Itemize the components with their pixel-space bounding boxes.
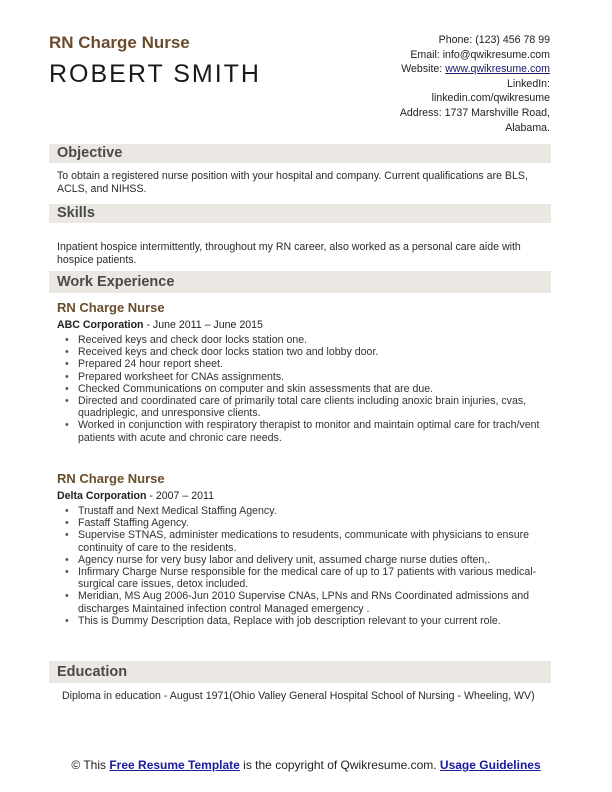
list-item: • Worked in conjunction with respiratory therapist to monitor and maintain optimal care for trach/vent patients with acute and chronic care needs. <box>78 419 563 443</box>
job-1-employer <box>57 319 263 331</box>
list-item: • Supervise STNAS, administer medications to resudents, communicate with physicians to ensure continuity of care to the residents. <box>78 529 563 553</box>
contact-website <box>400 62 550 77</box>
contact-linkedin-value: linkedin.com/qwikresume <box>431 92 550 105</box>
skills-section-header <box>49 204 551 223</box>
list-item: • Trustaff and Next Medical Staffing Agency. <box>78 505 563 517</box>
education-text: Diploma in education - August 1971(Ohio Valley General Hospital School of Nursing - Wheeling, WV) <box>62 690 535 702</box>
list-item: • Prepared worksheet for CNAs assignments. <box>78 371 563 383</box>
job-2-dates: - 2007 – 2011 <box>146 490 215 502</box>
objective-section-header <box>49 144 551 163</box>
list-item: • Checked Communications on computer and skin assessments that are due. <box>78 383 563 395</box>
job-2-company: Delta Corporation <box>57 490 147 502</box>
contact-address-line1: Address: 1737 Marshville Road, <box>399 106 550 119</box>
usage-guidelines-link[interactable]: Usage Guidelines <box>439 758 541 772</box>
website-link[interactable]: www.qwikresume.com <box>445 63 550 76</box>
candidate-name: ROBERT SMITH <box>49 60 261 88</box>
skills-heading: Skills <box>57 205 95 221</box>
website-label: Website: <box>401 63 446 76</box>
objective-text: To obtain a registered nurse position with your hospital and company. Current qualifications are BLS, ACLS, and NIHSS. <box>57 170 528 195</box>
education-heading: Education <box>57 664 128 680</box>
list-item: • Received keys and check door locks station one. <box>78 334 563 346</box>
list-item: • This is Dummy Description data, Replace with job description relevant to your current role. <box>78 615 563 627</box>
contact-phone: Phone: (123) 456 78 99 <box>438 34 550 46</box>
job-1-dates: - June 2011 – June 2015 <box>143 319 263 331</box>
list-item: • Infirmary Charge Nurse responsible for the medical care of up to 17 patients with various medical-surgical care issues, detox included. <box>78 566 563 590</box>
contact-block <box>400 33 550 135</box>
job-2-title: RN Charge Nurse <box>57 471 165 486</box>
job-2-bullet-list <box>65 505 563 627</box>
work-section-header <box>49 271 551 293</box>
list-item: • Fastaff Staffing Agency. <box>78 517 563 529</box>
header-job-title: RN Charge Nurse <box>49 33 190 52</box>
list-item: • Prepared 24 hour report sheet. <box>78 358 563 370</box>
contact-linkedin-label: LinkedIn: <box>507 77 550 90</box>
job-1-title: RN Charge Nurse <box>57 300 165 315</box>
skills-text: Inpatient hospice intermittently, throughout my RN career, also worked as a personal care aide with hospice patients. <box>57 241 521 266</box>
education-section-header <box>49 661 551 683</box>
job-2-employer <box>57 490 214 502</box>
footer-copyright <box>0 758 612 772</box>
list-item: • Agency nurse for very busy labor and delivery unit, assumed charge nurse duties often,. <box>78 554 563 566</box>
list-item: • Meridian, MS Aug 2006-Jun 2010 Supervise CNAs, LPNs and RNs Coordinated admissions and discharges Maintained infection control Managed emergency . <box>78 590 563 614</box>
footer-prefix: © This <box>71 758 110 772</box>
list-item: • Received keys and check door locks station two and lobby door. <box>78 346 563 358</box>
footer-middle: is the copyright of Qwikresume.com. <box>239 758 440 772</box>
work-heading: Work Experience <box>57 274 175 290</box>
job-1-bullet-list <box>65 334 563 444</box>
free-resume-template-link[interactable]: Free Resume Template <box>109 758 240 772</box>
list-item: • Directed and coordinated care of primarily total care clients including anoxic brain injuries, cvas, quadriplegic, and unresponsive clients. <box>78 395 563 419</box>
objective-heading: Objective <box>57 145 123 161</box>
job-1-company: ABC Corporation <box>57 319 144 331</box>
contact-address-line2: Alabama. <box>505 121 550 134</box>
contact-email: Email: info@qwikresume.com <box>410 48 550 61</box>
